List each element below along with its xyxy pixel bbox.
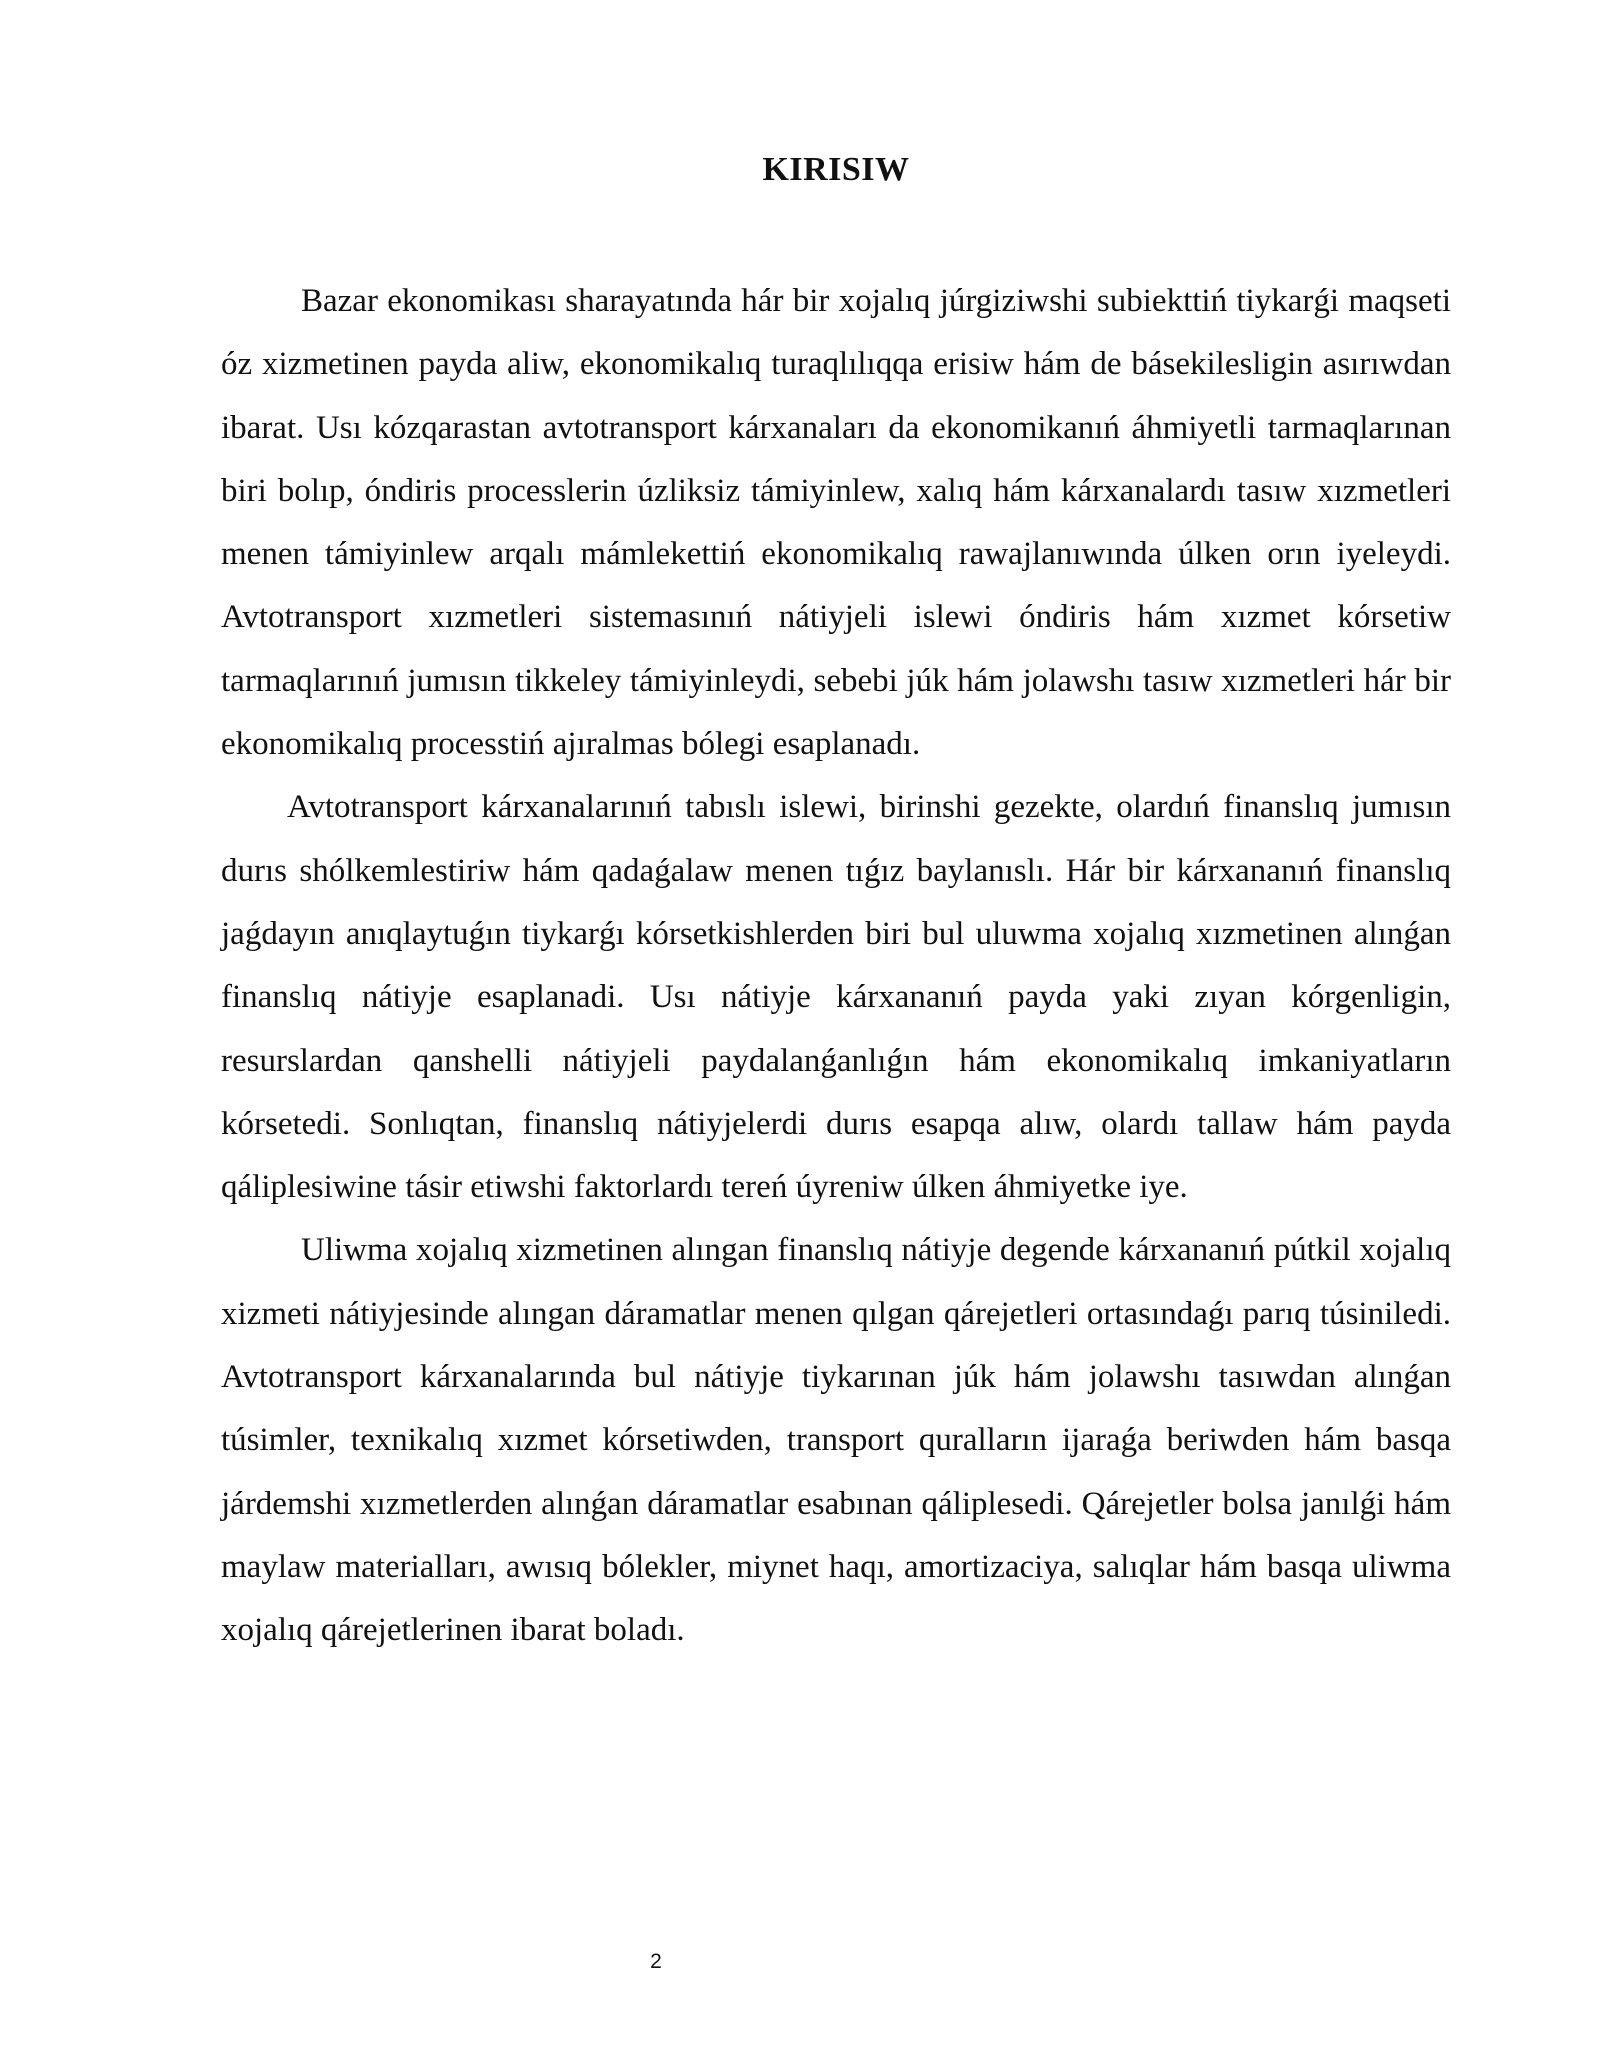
page-number: 2 (650, 1950, 662, 1973)
document-body (221, 270, 1451, 1663)
document-title: KIRISIW (762, 151, 910, 188)
paragraph-2: Avtotransport kárxanalarınıń tabıslı islewi, birinshi gezekte, olardıń finanslıq jumısın durıs shólkemlestiriw hám qadaǵalaw menen tıǵız baylanıslı. Hár bir kárxananıń finanslıq jaǵdayın anıqlaytuǵın tiykarǵı kórsetkishlerden biri bul uluwma xojalıq xızmetinen alınǵan finanslıq nátiyje esaplanadi. Usı nátiyje kárxananıń payda yaki zıyan kórgenligin, resurslardan qanshelli nátiyjeli paydalanǵanlıǵın hám ekonomikalıq imkaniyatların kórsetedi. Sonlıqtan, finanslıq nátiyjelerdi durıs esapqa alıw, olardı tallaw hám payda qáliplesiwine tásir etiwshi faktorlardı tereń úyreniw úlken áhmiyetke iye. (221, 789, 1451, 1206)
paragraph-3: Uliwma xojalıq xizmetinen alıngan finanslıq nátiyje degende kárxananıń pútkil xojalıq xizmeti nátiyjesinde alıngan dáramatlar menen qılgan qárejetleri ortasındaǵı parıq túsiniledi. Avtotransport kárxanalarında bul nátiyje tiykarınan júk hám jolawshı tasıwdan alınǵan túsimler, texnikalıq xızmet kórsetiwden, transport quralların ijaraǵa beriwden hám basqa járdemshi xızmetlerden alınǵan dáramatlar esabınan qáliplesedi. Qárejetler bolsa janılǵi hám maylaw materialları, awısıq bólekler, miynet haqı, amortizaciya, salıqlar hám basqa uliwma xojalıq qárejetlerinen ibarat boladı. (221, 1232, 1451, 1649)
paragraph-1: Bazar ekonomikası sharayatında hár bir xojalıq júrgiziwshi subiekttiń tiykarǵi maqseti óz xizmetinen payda aliw, ekonomikalıq turaqlılıqqa erisiw hám de básekilesligin asırıwdan ibarat. Usı kózqarastan avtotransport kárxanaları da ekonomikanıń áhmiyetli tarmaqlarınan biri bolıp, óndiris processlerin úzliksiz támiyinlew, xalıq hám kárxanalardı tasıw xızmetleri menen támiyinlew arqalı mámlekettiń ekonomikalıq rawajlanıwında úlken orın iyeleydi. Avtotransport xızmetleri sistemasınıń nátiyjeli islewi óndiris hám xızmet kórsetiw tarmaqlarınıń jumısın tikkeley támiyinleydi, sebebi júk hám jolawshı tasıw xızmetleri hár bir ekonomikalıq processtiń ajıralmas bólegi esaplanadı. (221, 283, 1451, 763)
